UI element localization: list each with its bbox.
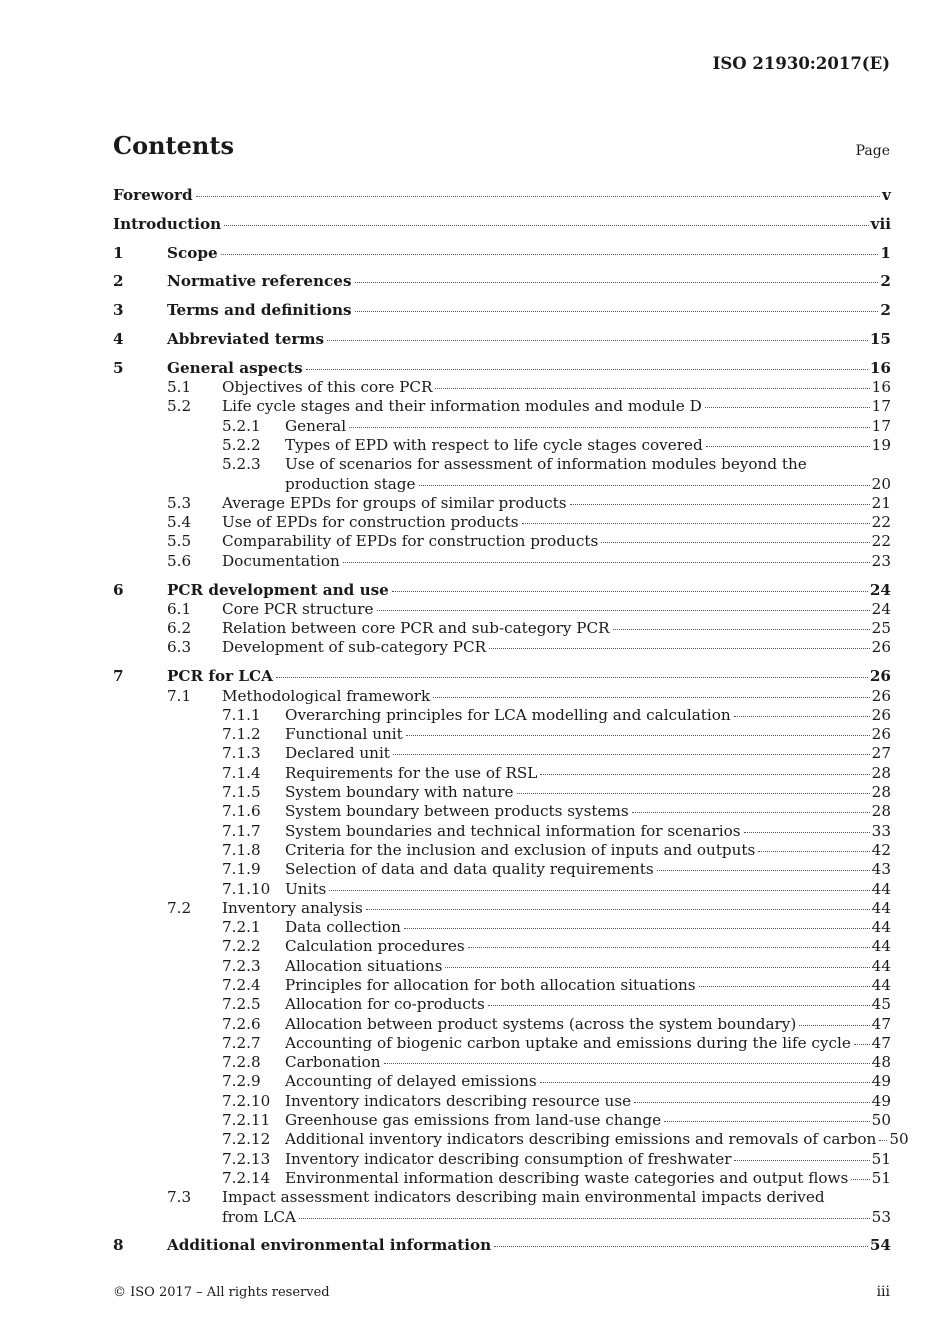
toc-entry-page: 53 [871, 1207, 891, 1226]
toc-entry-number: 6.3 [167, 638, 192, 657]
toc-entry-page: 28 [871, 763, 891, 782]
dot-leader [224, 225, 868, 226]
toc-entry-number: 5.2.1 [222, 416, 261, 435]
toc-entry[interactable] [113, 802, 891, 821]
toc-entry[interactable] [113, 1236, 891, 1255]
toc-entry-title: Terms and definitions [167, 301, 352, 320]
toc-entry-continuation[interactable] [113, 475, 891, 494]
toc-entry-page: 49 [871, 1091, 891, 1110]
dot-leader [384, 1063, 870, 1064]
toc-entry-page: 2 [880, 272, 891, 291]
toc-entry-number: 7.1.10 [222, 879, 271, 898]
toc-entry[interactable] [113, 841, 891, 860]
toc-entry-number: 7.2.3 [222, 956, 261, 975]
dot-leader [570, 504, 870, 505]
toc-entry-title: Development of sub-category PCR [222, 638, 487, 657]
dot-leader [634, 1102, 870, 1103]
toc-entry-number: 5 [113, 358, 124, 377]
toc-entry-page: 28 [871, 783, 891, 802]
toc-entry-number: 7.3 [167, 1188, 192, 1207]
toc-entry-page: 15 [869, 329, 891, 348]
dot-leader [613, 629, 870, 630]
toc-entry-number: 1 [113, 243, 124, 262]
copyright-notice: © ISO 2017 – All rights reserved [113, 1285, 330, 1300]
toc-entry-number: 7.2.14 [222, 1168, 271, 1187]
toc-entry[interactable] [113, 436, 891, 455]
toc-entry[interactable] [113, 822, 891, 841]
toc-entry-page: 44 [871, 918, 891, 937]
toc-entry-page: 17 [871, 416, 891, 435]
toc-entry-title: Accounting of delayed emissions [285, 1072, 537, 1091]
toc-entry-number: 7.2.11 [222, 1111, 271, 1130]
dot-leader [854, 1044, 870, 1045]
contents-heading: Contents [113, 131, 234, 160]
toc-entry-title: Use of EPDs for construction products [222, 513, 519, 532]
document-id: ISO 21930:2017(E) [712, 54, 890, 73]
toc-entry-number: 7.2.1 [222, 918, 261, 937]
dot-leader [799, 1025, 869, 1026]
toc-entry[interactable] [113, 880, 891, 899]
toc-entry[interactable] [113, 532, 891, 551]
toc-entry[interactable] [113, 783, 891, 802]
toc-entry-title: Inventory indicator describing consumption of freshwater [285, 1149, 732, 1168]
dot-leader [494, 1246, 868, 1247]
dot-leader [517, 793, 870, 794]
toc-entry-number: 7.1.5 [222, 783, 261, 802]
dot-leader [488, 1005, 870, 1006]
toc-entry-page: v [882, 186, 891, 204]
toc-entry-page: 23 [871, 551, 891, 570]
toc-entry-title-continued: production stage [285, 474, 416, 493]
toc-entry[interactable] [113, 600, 891, 619]
toc-entry[interactable] [113, 330, 891, 349]
dot-leader [758, 851, 869, 852]
toc-entry-number: 7.2.8 [222, 1053, 261, 1072]
toc-entry-title: Introduction [113, 214, 222, 233]
toc-entry-title: Declared unit [285, 744, 390, 763]
toc-entry-title: Data collection [285, 918, 401, 937]
toc-entry-page: 44 [871, 975, 891, 994]
dot-leader [734, 1160, 869, 1161]
toc-entry-number: 7.2.13 [222, 1149, 271, 1168]
page-number: iii [876, 1284, 890, 1300]
dot-leader [699, 986, 870, 987]
dot-leader [276, 677, 868, 678]
toc-entry-number: 5.2.2 [222, 435, 261, 454]
toc-entry[interactable] [113, 1169, 891, 1188]
toc-entry-page: 47 [871, 1033, 891, 1052]
toc-entry-title: PCR for LCA [167, 667, 273, 686]
toc-entry-title: General aspects [167, 358, 303, 377]
toc-entry[interactable] [113, 725, 891, 744]
toc-entry-number: 4 [113, 329, 124, 348]
dot-leader [468, 947, 870, 948]
dot-leader [299, 1218, 870, 1219]
dot-leader [879, 1140, 887, 1141]
toc-entry[interactable] [113, 1111, 891, 1130]
toc-entry-title: Calculation procedures [285, 937, 465, 956]
toc-entry-title: Types of EPD with respect to life cycle stages covered [285, 435, 703, 454]
toc-entry-number: 6.2 [167, 619, 192, 638]
toc-entry-title: Greenhouse gas emissions from land-use change [285, 1111, 662, 1130]
toc-entry-title: Allocation between product systems (across the system boundary) [285, 1014, 797, 1033]
toc-entry-title: Selection of data and data quality requirements [285, 860, 654, 879]
toc-entry[interactable] [113, 552, 891, 571]
dot-leader [392, 591, 868, 592]
toc-entry[interactable] [113, 937, 891, 956]
toc-entry-title: Allocation situations [285, 956, 443, 975]
toc-entry[interactable] [113, 1150, 891, 1169]
toc-entry-number: 5.1 [167, 378, 192, 397]
toc-entry-page: 20 [871, 474, 891, 493]
toc-entry-page: 26 [871, 705, 891, 724]
toc-entry-title: System boundary with nature [285, 783, 514, 802]
toc-entry-page: 1 [880, 243, 891, 262]
toc-entry-title: Abbreviated terms [167, 329, 325, 348]
toc-entry[interactable] [113, 860, 891, 879]
dot-leader [744, 832, 870, 833]
dot-leader [404, 928, 870, 929]
toc-entry-title: Functional unit [285, 725, 403, 744]
dot-leader [489, 648, 870, 649]
toc-entry-number: 7.1.6 [222, 802, 261, 821]
dot-leader [406, 735, 870, 736]
dot-leader [734, 716, 870, 717]
toc-entry-number: 7.2.6 [222, 1014, 261, 1033]
toc-entry-page: 16 [869, 358, 891, 377]
toc-entry-page: 47 [871, 1014, 891, 1033]
toc-entry-page: 45 [871, 995, 891, 1014]
dot-leader [306, 369, 868, 370]
toc-entry-page: 44 [871, 898, 891, 917]
toc-entry-page: 26 [871, 638, 891, 657]
toc-entry-page: 24 [871, 599, 891, 618]
dot-leader [433, 697, 869, 698]
toc-entry-number: 5.2 [167, 397, 192, 416]
dot-leader [221, 254, 879, 255]
dot-leader [435, 388, 869, 389]
toc-entry-number: 5.5 [167, 532, 192, 551]
dot-leader [377, 610, 870, 611]
dot-leader [540, 1082, 870, 1083]
toc-entry-page: 50 [889, 1130, 909, 1149]
toc-entry-title: Requirements for the use of RSL [285, 763, 538, 782]
toc-entry-title: Life cycle stages and their information modules and module D [222, 397, 702, 416]
toc-entry[interactable] [113, 581, 891, 600]
toc-entry-number: 5.3 [167, 493, 192, 512]
dot-leader [196, 196, 881, 197]
toc-entry-title: Foreword [113, 186, 193, 204]
dot-leader [329, 890, 869, 891]
dot-leader [705, 407, 870, 408]
toc-entry[interactable] [113, 744, 891, 763]
toc-entry-title: Allocation for co-products [285, 995, 485, 1014]
toc-entry-page: 43 [871, 860, 891, 879]
toc-entry[interactable] [113, 301, 891, 320]
dot-leader [419, 485, 870, 486]
toc-entry-title: Use of scenarios for assessment of information modules beyond the [285, 455, 807, 474]
toc-entry[interactable] [113, 619, 891, 638]
toc-entry[interactable] [113, 1072, 891, 1091]
toc-entry[interactable] [113, 1015, 891, 1034]
toc-entry-page: 44 [871, 956, 891, 975]
dot-leader [706, 446, 870, 447]
dot-leader [393, 754, 870, 755]
toc-entry-number: 7.1.4 [222, 763, 261, 782]
toc-entry-title: Normative references [167, 272, 352, 291]
toc-entry[interactable] [113, 706, 891, 725]
toc-entry-number: 7.1.7 [222, 821, 261, 840]
toc-entry-title: Impact assessment indicators describing main environmental impacts derived [222, 1188, 825, 1207]
dot-leader [343, 562, 870, 563]
toc-entry-title: General [285, 416, 347, 435]
toc-entry-title: System boundaries and technical information for scenarios [285, 821, 741, 840]
toc-entry-number: 5.6 [167, 551, 192, 570]
toc-entry-title-continued: from LCA [222, 1207, 296, 1226]
toc-entry-page: 50 [871, 1111, 891, 1130]
toc-entry[interactable] [113, 976, 891, 995]
toc-entry-number: 7.1.9 [222, 860, 261, 879]
toc-entry-number: 6.1 [167, 599, 192, 618]
toc-entry-page: 16 [871, 378, 891, 397]
toc-entry-page: 54 [869, 1236, 891, 1255]
toc-entry[interactable] [113, 1092, 891, 1111]
toc-entry-page: 22 [871, 513, 891, 532]
toc-entry-title: Inventory analysis [222, 898, 363, 917]
toc-entry-page: 27 [871, 744, 891, 763]
toc-entry-title: Core PCR structure [222, 599, 374, 618]
toc-entry-number: 7.2.10 [222, 1091, 271, 1110]
toc-entry[interactable] [113, 513, 891, 532]
toc-entry-continuation[interactable] [113, 1208, 891, 1227]
toc-entry-page: vii [870, 214, 891, 233]
dot-leader [540, 774, 869, 775]
toc-entry-number: 7 [113, 667, 124, 686]
dot-leader [445, 967, 869, 968]
toc-entry-title: Environmental information describing waste categories and output flows [285, 1168, 849, 1187]
toc-entry[interactable] [113, 1053, 891, 1072]
dot-leader [657, 870, 870, 871]
toc-entry-number: 7.2.2 [222, 937, 261, 956]
toc-entry-title: Inventory indicators describing resource use [285, 1091, 632, 1110]
toc-entry-number: 3 [113, 301, 124, 320]
dot-leader [851, 1179, 869, 1180]
toc-entry-title: PCR development and use [167, 580, 389, 599]
toc-entry[interactable] [113, 359, 891, 378]
dot-leader [349, 427, 870, 428]
dot-leader [632, 812, 870, 813]
toc-entry[interactable] [113, 494, 891, 513]
toc-entry-title: System boundary between products systems [285, 802, 629, 821]
toc-entry[interactable] [113, 397, 891, 416]
dot-leader [355, 282, 879, 283]
dot-leader [366, 909, 870, 910]
toc-entry[interactable] [113, 687, 891, 706]
toc-entry-title: Methodological framework [222, 686, 431, 705]
toc-entry-title: Objectives of this core PCR [222, 378, 433, 397]
toc-entry[interactable] [113, 378, 891, 397]
toc-entry-number: 8 [113, 1236, 124, 1255]
toc-entry-title: Overarching principles for LCA modelling and calculation [285, 705, 731, 724]
toc-entry-page: 26 [871, 686, 891, 705]
toc-entry-title: Additional inventory indicators describing emissions and removals of carbon [285, 1130, 877, 1149]
toc-entry-title: Scope [167, 243, 218, 262]
toc-entry-number: 7.1.8 [222, 840, 261, 859]
toc-entry[interactable] [113, 244, 891, 263]
toc-entry-number: 7.1.1 [222, 705, 261, 724]
dot-leader [522, 523, 870, 524]
toc-entry-page: 51 [871, 1168, 891, 1187]
toc-entry-title: Documentation [222, 551, 340, 570]
toc-entry-number: 7.1 [167, 686, 192, 705]
toc-entry-title: Average EPDs for groups of similar products [222, 493, 567, 512]
toc-entry-page: 26 [869, 667, 891, 686]
toc-entry-number: 5.4 [167, 513, 192, 532]
toc-entry-page: 17 [871, 397, 891, 416]
toc-entry[interactable] [113, 215, 891, 234]
toc-entry[interactable] [113, 918, 891, 937]
toc-entry-page: 25 [871, 619, 891, 638]
toc-entry-page: 51 [871, 1149, 891, 1168]
toc-entry[interactable] [113, 638, 891, 657]
toc-entry-page: 22 [871, 532, 891, 551]
toc-entry-number: 7.2.12 [222, 1130, 271, 1149]
toc-entry[interactable] [113, 186, 891, 205]
toc-entry-title: Units [285, 879, 327, 898]
toc-entry-page: 28 [871, 802, 891, 821]
dot-leader [355, 311, 879, 312]
toc-entry-page: 44 [871, 879, 891, 898]
toc-entry-page: 26 [871, 725, 891, 744]
dot-leader [327, 340, 868, 341]
toc-entry-number: 7.1.3 [222, 744, 261, 763]
toc-entry-page: 24 [869, 580, 891, 599]
toc-entry-number: 5.2.3 [222, 455, 261, 474]
toc-entry-title: Accounting of biogenic carbon uptake and emissions during the life cycle [285, 1033, 851, 1052]
toc-entry-page: 2 [880, 301, 891, 320]
toc-entry-number: 7.2.7 [222, 1033, 261, 1052]
toc-entry[interactable] [113, 995, 891, 1014]
toc-entry-title: Additional environmental information [167, 1236, 492, 1255]
toc-entry-title: Criteria for the inclusion and exclusion of inputs and outputs [285, 840, 756, 859]
toc-entry[interactable] [113, 957, 891, 976]
toc-entry-page: 48 [871, 1053, 891, 1072]
toc-entry-page: 49 [871, 1072, 891, 1091]
toc-entry-number: 2 [113, 272, 124, 291]
page-column-label: Page [855, 143, 890, 159]
toc-entry-number: 7.2.5 [222, 995, 261, 1014]
toc-entry-page: 42 [871, 840, 891, 859]
toc-entry-number: 7.2.9 [222, 1072, 261, 1091]
toc-entry[interactable] [113, 417, 891, 436]
dot-leader [664, 1121, 870, 1122]
dot-leader [601, 542, 869, 543]
toc-entry[interactable] [113, 272, 891, 291]
toc-entry[interactable] [113, 899, 891, 918]
toc-entry-number: 7.1.2 [222, 725, 261, 744]
toc-entry[interactable] [113, 764, 891, 783]
toc-entry-page: 21 [871, 493, 891, 512]
toc-entry-page: 44 [871, 937, 891, 956]
toc-entry[interactable] [113, 1034, 891, 1053]
toc-entry[interactable] [113, 455, 891, 474]
toc-entry[interactable] [113, 1188, 891, 1207]
table-of-contents [113, 186, 909, 1256]
toc-entry-number: 7.2 [167, 898, 192, 917]
toc-entry-number: 7.2.4 [222, 975, 261, 994]
toc-entry-title: Carbonation [285, 1053, 381, 1072]
toc-entry-page: 33 [871, 821, 891, 840]
toc-entry[interactable] [113, 667, 891, 686]
toc-entry-number: 6 [113, 580, 124, 599]
toc-entry-page: 19 [871, 435, 891, 454]
toc-entry-title: Comparability of EPDs for construction products [222, 532, 599, 551]
toc-entry-title: Principles for allocation for both allocation situations [285, 975, 696, 994]
toc-entry[interactable] [113, 1130, 909, 1149]
toc-entry-title: Relation between core PCR and sub-category PCR [222, 619, 610, 638]
